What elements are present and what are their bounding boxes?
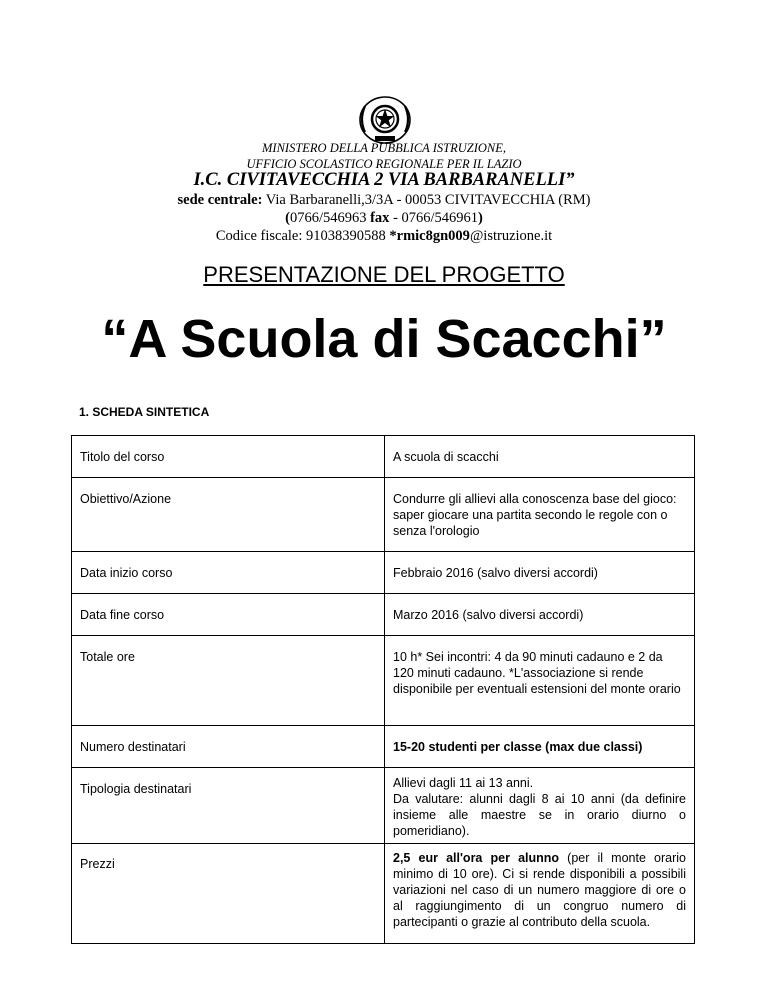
row-value: 15-20 studenti per classe (max due classi): [385, 726, 695, 768]
row-label: Numero destinatari: [72, 726, 385, 768]
school-name: I.C. CIVITAVECCHIA 2 VIA BARBARANELLI”: [193, 170, 575, 190]
email-user: *rmic8gn009: [389, 228, 470, 244]
table-row: [72, 436, 695, 478]
table-row: [72, 594, 695, 636]
row-value: Febbraio 2016 (salvo diversi accordi): [385, 552, 695, 594]
address-label: sede centrale:: [177, 192, 263, 208]
project-title: “A Scuola di Scacchi”: [101, 309, 667, 369]
row-value: Marzo 2016 (salvo diversi accordi): [385, 594, 695, 636]
row-value: 10 h* Sei incontri: 4 da 90 minuti cadauno e 2 da 120 minuti cadauno. *L'associazione si rende disponibile per eventuali estensioni del monte orario: [385, 636, 695, 726]
row-label: Titolo del corso: [72, 436, 385, 478]
phone-line: [0, 210, 768, 227]
row-value: [385, 768, 695, 844]
price-details: (per il monte orario minimo di 10 ore). Ci si rende disponibili a possibili variazioni nel caso di un numero maggiore di ore o al raggiungimento di un congruo numero di partecipanti o grazie al contributo della scuola.: [393, 851, 686, 929]
row-label: Data fine corso: [72, 594, 385, 636]
address-line: [0, 192, 768, 209]
phone-open-paren: (: [285, 210, 290, 226]
row-value-line: Da valutare: alunni dagli 8 ai 10 anni (da definire insieme alle maestre se in orario diurno o pomeridiano).: [393, 792, 686, 838]
fax-number: - 0766/546961: [389, 210, 479, 226]
row-value-line: Allievi dagli 11 ai 13 anni.: [393, 776, 534, 790]
fiscal-code-line: [0, 228, 768, 245]
row-label: Tipologia destinatari: [72, 768, 385, 844]
address-value: Via Barbaranelli,3/3A - 00053 CIVITAVECCHIA (RM): [262, 192, 591, 208]
table-row: [72, 844, 695, 944]
row-label: Obiettivo/Azione: [72, 478, 385, 552]
phone-number: 0766/546963: [289, 210, 371, 226]
row-label: Prezzi: [72, 844, 385, 944]
price-bold: 2,5 eur all'ora per alunno: [393, 851, 560, 865]
table-row: [72, 768, 695, 844]
phone-close-paren: ): [478, 210, 483, 226]
row-label: Totale ore: [72, 636, 385, 726]
fiscal-code: Codice fiscale: 91038390588: [215, 228, 390, 244]
table-row: [72, 552, 695, 594]
table-row: [72, 726, 695, 768]
row-value: A scuola di scacchi: [385, 436, 695, 478]
summary-table: [71, 435, 695, 944]
presentation-title: PRESENTAZIONE DEL PROGETTO: [203, 262, 565, 287]
row-value: Condurre gli allievi alla conoscenza base del gioco: saper giocare una partita secondo le regole con o senza l'orologio: [385, 478, 695, 552]
section-title: 1. SCHEDA SINTETICA: [79, 405, 210, 419]
ministry-name: MINISTERO DELLA PUBBLICA ISTRUZIONE,: [262, 141, 506, 155]
fax-label: fax: [370, 210, 390, 226]
email-domain: @istruzione.it: [469, 228, 553, 244]
table-row: [72, 478, 695, 552]
regional-office-name: UFFICIO SCOLASTICO REGIONALE PER IL LAZIO: [246, 157, 522, 171]
italian-republic-emblem-icon: [357, 94, 413, 146]
table-row: [72, 636, 695, 726]
row-value: [385, 844, 695, 944]
row-label: Data inizio corso: [72, 552, 385, 594]
